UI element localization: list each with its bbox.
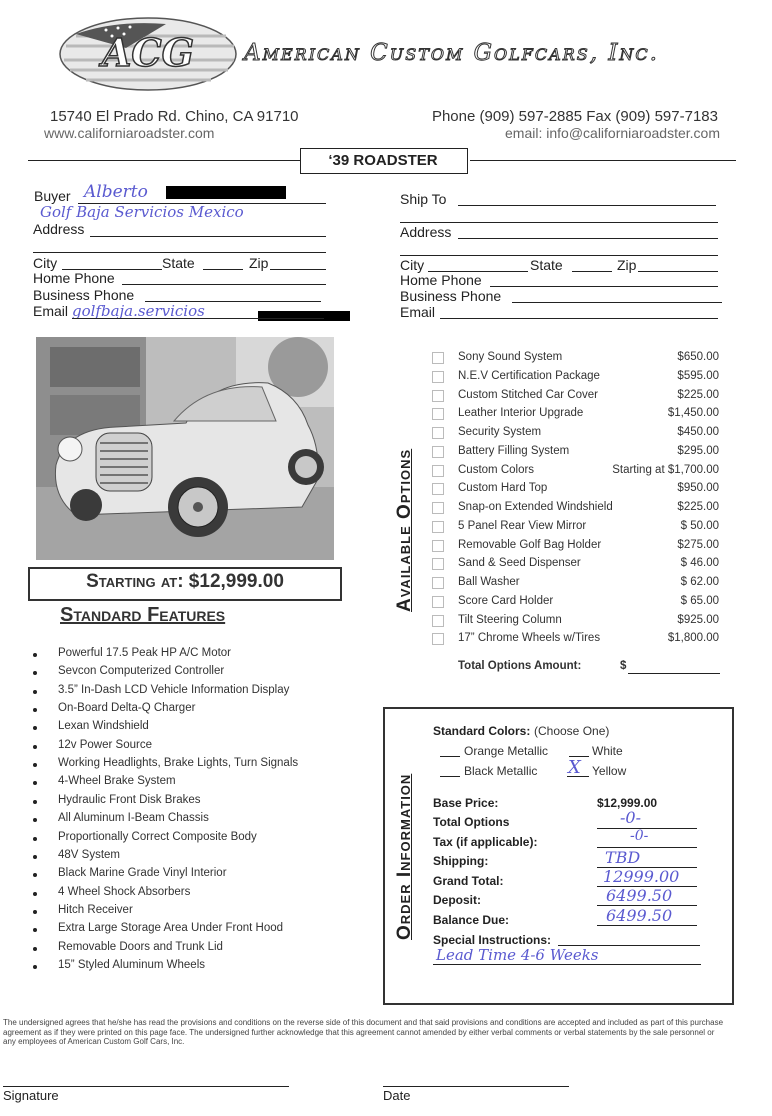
option-checkbox[interactable]	[432, 446, 444, 458]
option-price: $295.00	[677, 444, 719, 457]
ship-business-phone-line	[512, 302, 722, 303]
option-price: $ 46.00	[680, 557, 719, 570]
buyer-home-phone-label: Home Phone	[33, 270, 115, 286]
feature-item: 48V System	[58, 848, 120, 861]
ship-zip-label: Zip	[617, 257, 637, 273]
bullet-icon	[33, 800, 37, 804]
option-price: $ 65.00	[680, 594, 719, 607]
black-metallic-label: Black Metallic	[464, 764, 538, 778]
special-instructions-label: Special Instructions:	[433, 933, 552, 947]
option-price: $ 62.00	[680, 576, 719, 588]
ship-email-line	[440, 318, 718, 319]
company-address: 15740 El Prado Rd. Chino, CA 91710	[50, 108, 299, 125]
buyer-state-label: State	[162, 255, 195, 271]
black-metallic-blank[interactable]	[440, 776, 460, 777]
deposit-label: Deposit:	[433, 893, 481, 907]
option-price: $ 50.00	[680, 519, 719, 532]
ship-to-line	[458, 205, 716, 206]
feature-item: On-Board Delta-Q Charger	[58, 702, 196, 715]
option-name: Snap-on Extended Windshield	[458, 501, 613, 513]
option-name: 5 Panel Rear View Mirror	[458, 519, 587, 532]
feature-item: Proportionally Correct Composite Body	[58, 830, 257, 843]
feature-item: 15” Styled Aluminum Wheels	[58, 958, 206, 971]
deposit-value[interactable]: 6499.50	[606, 886, 673, 905]
balance-due-value[interactable]: 6499.50	[606, 906, 673, 925]
header-rule-left	[28, 160, 300, 161]
options-total-line	[628, 673, 720, 674]
bullet-icon	[33, 671, 37, 675]
option-checkbox[interactable]	[432, 521, 444, 533]
company-phone-fax: Phone (909) 597-2885 Fax (909) 597-7183	[431, 108, 718, 125]
ship-email-label: Email	[400, 304, 436, 320]
bullet-icon	[33, 781, 37, 785]
company-logo	[56, 14, 240, 94]
option-price: $1,800.00	[667, 632, 719, 645]
options-total-currency: $	[620, 660, 627, 672]
date-label: Date	[383, 1088, 411, 1103]
redaction-bar	[166, 186, 286, 199]
white-label: White	[592, 744, 623, 758]
option-checkbox[interactable]	[432, 427, 444, 439]
buyer-address-line2	[33, 252, 326, 253]
starting-price: Starting at: $12,999.00	[86, 571, 284, 592]
ship-to-line2	[400, 222, 718, 223]
feature-item: Powerful 17.5 Peak HP A/C Motor	[58, 647, 232, 659]
ship-to-label: Ship To	[400, 191, 447, 207]
option-name: Custom Hard Top	[458, 482, 548, 495]
bullet-icon	[33, 818, 37, 822]
option-name: Battery Filling System	[458, 444, 570, 457]
ship-home-phone-line	[490, 286, 718, 287]
base-price-value: $12,999.00	[597, 796, 658, 810]
company-website: www.californiaroadster.com	[44, 125, 215, 141]
option-price: $225.00	[677, 501, 719, 513]
feature-item: Removable Doors and Trunk Lid	[58, 940, 223, 953]
buyer-email-label: Email	[33, 303, 69, 319]
feature-item: Hitch Receiver	[58, 903, 133, 916]
bullet-icon	[33, 947, 37, 951]
option-price: $925.00	[677, 613, 719, 626]
tax-value[interactable]: -0-	[630, 828, 649, 844]
bullet-icon	[33, 965, 37, 969]
feature-item: Lexan Windshield	[58, 720, 149, 733]
buyer-address-label: Address	[33, 221, 85, 237]
option-price: $595.00	[677, 369, 719, 382]
ship-city-label: City	[400, 257, 425, 273]
tax-label: Tax (if applicable):	[433, 835, 538, 849]
signature-label: Signature	[3, 1088, 59, 1103]
buyer-name-value[interactable]: Alberto	[84, 182, 148, 202]
standard-features-title: Standard Features	[60, 604, 226, 626]
option-checkbox[interactable]	[432, 483, 444, 495]
option-name: Tilt Steering Column	[458, 613, 562, 626]
bullet-icon	[33, 873, 37, 877]
company-name: American Custom Golfcars, Inc.	[244, 40, 659, 66]
yellow-check-mark[interactable]: X	[568, 757, 581, 778]
bullet-icon	[33, 855, 37, 859]
shipping-label: Shipping:	[433, 854, 489, 868]
buyer-company-value[interactable]: Golf Baja Servicios Mexico	[40, 203, 244, 221]
feature-item: All Aluminum I-Beam Chassis	[58, 812, 209, 825]
ship-business-phone-label: Business Phone	[400, 288, 502, 304]
ship-address-line	[458, 238, 718, 239]
option-name: Sony Sound System	[458, 351, 563, 363]
ship-zip-line	[638, 271, 718, 272]
option-checkbox[interactable]	[432, 408, 444, 420]
option-name: Removable Golf Bag Holder	[458, 538, 602, 551]
option-checkbox[interactable]	[432, 577, 444, 589]
option-checkbox[interactable]	[432, 558, 444, 570]
date-line[interactable]	[383, 1086, 569, 1087]
orange-metallic-label: Orange Metallic	[464, 744, 549, 758]
option-checkbox[interactable]	[432, 633, 444, 645]
email-redaction-bar	[258, 311, 350, 321]
option-checkbox[interactable]	[432, 390, 444, 402]
bullet-icon	[33, 745, 37, 749]
buyer-zip-line	[270, 269, 326, 270]
feature-item: Extra Large Storage Area Under Front Hood	[58, 922, 284, 935]
option-price: $1,450.00	[667, 407, 719, 420]
option-price: $450.00	[677, 426, 719, 438]
header-rule-right	[470, 160, 736, 161]
yellow-label: Yellow	[592, 764, 627, 778]
orange-metallic-blank[interactable]	[440, 756, 460, 757]
total-options-value[interactable]: -0-	[620, 808, 641, 827]
option-name: Sand & Seed Dispenser	[458, 557, 581, 570]
balance-due-line	[597, 925, 697, 926]
bullet-icon	[33, 892, 37, 896]
bullet-icon	[33, 708, 37, 712]
option-name: Leather Interior Upgrade	[458, 407, 584, 420]
option-name: 17” Chrome Wheels w/Tires	[458, 632, 601, 645]
roadster-photo	[36, 337, 334, 560]
option-name: Score Card Holder	[458, 594, 554, 607]
option-name: Custom Stitched Car Cover	[458, 388, 598, 401]
grand-total-label: Grand Total:	[433, 874, 504, 888]
option-checkbox[interactable]	[432, 502, 444, 514]
logo-text: ACG	[101, 30, 195, 75]
special-instructions-line2	[433, 964, 701, 965]
option-checkbox[interactable]	[432, 371, 444, 383]
bullet-icon	[33, 690, 37, 694]
bullet-icon	[33, 653, 37, 657]
option-name: N.E.V Certification Package	[458, 369, 600, 382]
ship-state-label: State	[530, 257, 563, 273]
balance-due-label: Balance Due:	[433, 913, 510, 927]
base-price-label: Base Price:	[433, 796, 499, 810]
available-options-title: Available Options	[394, 448, 415, 612]
option-price: $275.00	[677, 538, 719, 551]
ship-home-phone-label: Home Phone	[400, 272, 482, 288]
option-name: Ball Washer	[458, 576, 520, 588]
standard-colors-note: (Choose One)	[534, 724, 610, 738]
buyer-business-phone-label: Business Phone	[33, 287, 135, 303]
special-instructions-value[interactable]: Lead Time 4-6 Weeks	[436, 946, 599, 964]
standard-colors-label: Standard Colors:	[433, 724, 531, 738]
buyer-email-value[interactable]: golfbaja.servicios	[72, 302, 205, 320]
buyer-address-line	[90, 236, 326, 237]
bullet-icon	[33, 910, 37, 914]
ship-address-label: Address	[400, 224, 452, 240]
option-checkbox[interactable]	[432, 596, 444, 608]
option-name: Custom Colors	[458, 463, 535, 476]
buyer-label: Buyer	[34, 188, 71, 204]
order-info-title: Order Information	[394, 773, 415, 940]
signature-line[interactable]	[3, 1086, 289, 1087]
options-total-label: Total Options Amount:	[458, 660, 582, 672]
option-checkbox[interactable]	[432, 615, 444, 627]
terms-text: The undersigned agrees that he/she has read the provisions and conditions on the reverse side of this document and that said provisions and conditions are accepted and included as part of this purchase agreement as if they were printed on this page face. The undersigned further acknowledge that this agreement cannot amended by either verbal comments or verbal statements by the sale personnel or any employees of American Custom Golf Cars, Inc.	[3, 1018, 724, 1046]
feature-item: Working Headlights, Brake Lights, Turn Signals	[58, 757, 299, 770]
feature-item: Sevcon Computerized Controller	[58, 665, 225, 678]
shipping-value[interactable]: TBD	[605, 848, 641, 867]
buyer-zip-label: Zip	[249, 255, 269, 271]
bullet-icon	[33, 837, 37, 841]
option-checkbox[interactable]	[432, 540, 444, 552]
ship-state-line	[572, 271, 612, 272]
option-price: $950.00	[677, 482, 719, 495]
buyer-home-phone-line	[122, 284, 326, 285]
option-price: $225.00	[677, 388, 719, 401]
feature-item: Hydraulic Front Disk Brakes	[58, 793, 201, 806]
option-checkbox[interactable]	[432, 465, 444, 477]
bullet-icon	[33, 928, 37, 932]
feature-item: Black Marine Grade Vinyl Interior	[58, 867, 227, 880]
bullet-icon	[33, 726, 37, 730]
feature-item: 4 Wheel Shock Absorbers	[58, 885, 191, 898]
option-price: $650.00	[677, 351, 719, 363]
feature-item: 12v Power Source	[58, 738, 152, 751]
feature-item: 4-Wheel Brake System	[58, 775, 176, 788]
ship-address-line2	[400, 255, 718, 256]
total-options-label: Total Options	[433, 815, 510, 829]
buyer-email-line	[72, 318, 324, 319]
option-checkbox[interactable]	[432, 352, 444, 364]
buyer-city-label: City	[33, 255, 58, 271]
model-title: ‘39 ROADSTER	[328, 152, 438, 169]
bullet-icon	[33, 763, 37, 767]
feature-item: 3.5” In-Dash LCD Vehicle Information Display	[58, 683, 290, 696]
buyer-state-line	[203, 269, 243, 270]
company-email: email: info@californiaroadster.com	[505, 125, 720, 141]
grand-total-value[interactable]: 12999.00	[603, 867, 680, 886]
option-name: Security System	[458, 426, 542, 438]
option-price: Starting at $1,700.00	[612, 463, 719, 476]
